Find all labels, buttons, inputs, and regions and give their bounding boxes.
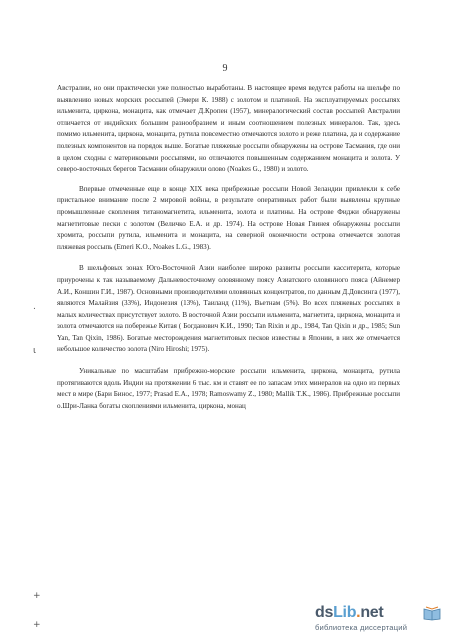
page-number: 9 — [222, 63, 228, 74]
logo-dot-text: . — [356, 604, 361, 621]
margin-mark: . — [33, 302, 36, 312]
book-icon — [423, 606, 441, 621]
dslib-watermark — [315, 604, 445, 634]
paragraph-india: Уникальные по масштабам прибрежно-морские россыпи ильменита, циркона, монацита, рутила протягиваются вдоль Индии на протяжении 6 тыс. км и ставят ее по запасам этих минералов на одно из первых мест в мире (Бари Бинос, 1977; Prasad E.A., 1978; Ramoswamy Z., 1980; Mallik T.K., 1986). Прибрежные россыпи о.Шри-Ланка богаты скоплениями ильменита, циркона, монац — [57, 367, 400, 410]
margin-mark: + — [33, 620, 41, 630]
logo-net-text: net — [360, 604, 384, 621]
paragraph-australia: Австралии, но они практически уже полностью выработаны. В настоящее время ведутся работы на шельфе по выявлению новых морских россыпей (Эмери К. 1988) с золотом и платиной. На эксплуатируемых россыпях ильменита, циркона, монацита, как отмечает Д.Кропен (1957), минералогический состав россыпей Австралии отличается от индийских большим разнообразием и иным соотношением полезных минералов. Так, здесь помимо ильменита, циркона, монацита, рутила повсеместно отмечаются золото и реже платина, да и содержание полезных компонентов на порядок выше. Богатые пляжевые россыпи обнаружены на острове Тасмания, где они в целом сходны с материковыми россыпями, но отличаются повышенным содержанием монацита и золота. У северо-восточных берегов Тасмании обнаружили олово (Noakes G., 1980) и золото. — [57, 84, 400, 174]
logo-ds-text: ds — [315, 604, 334, 621]
paragraph-southeast-asia: В шельфовых зонах Юго-Восточной Азии наиболее широко развиты россыпи касситерита, которые приурочены к так называемому Дальневосточному оловянному поясу Азиатского оловянного пояса (Айнемер А.И., Коншин Г.И., 1987). Основными производителями оловянных концентратов, по данным Д.Довсинга (1977), являются Малайзия (33%), Индонезия (13%), Таиланд (11%), Вьетнам (5%). Во всех пляжевых россыпях в малых количествах присутствует золото. В восточной Азии россыпи ильменита, магнетита, циркона, монацита и золота отмечаются на побережье Китая ( Богданович К.И., 1990; Tan Rixin и др., 1984, Tan Qixin и др., 1985; Sun Yan, Tan Qixin, 1986). Богатые месторождения магнетитовых песков известны в Японии, в них же отмечается небольшое количество золота (Niro Hiroshi; 1975). — [57, 264, 400, 354]
document-body — [57, 83, 400, 412]
logo-lib-text: Lib — [333, 604, 357, 621]
watermark-logo — [315, 604, 383, 623]
watermark-subtitle: библиотека диссертаций — [315, 623, 408, 632]
margin-mark: ι — [33, 346, 37, 356]
paragraph-new-zealand: Впервые отмеченные еще в конце XIX века прибрежные россыпи Новой Зеландии привлекли к себе пристальное внимание после 2 мировой войны, в результате оперативных работ были выявлены крупные промышленные скопления титаномагнетита, ильменита, золота и платины. На острове Фиджи обнаружены магнетитовые пески с золотом (Величко Е.А. и др. 1974). На острове Новая Гвинея обнаружены россыпи хромита, россыпи рутила, ильменита и монацита, на северной оконечности острова отмечается золотая пляжевая россыпь (Emeri K.O., Noakes L.G., 1983). — [57, 184, 400, 251]
margin-mark: + — [33, 591, 41, 601]
